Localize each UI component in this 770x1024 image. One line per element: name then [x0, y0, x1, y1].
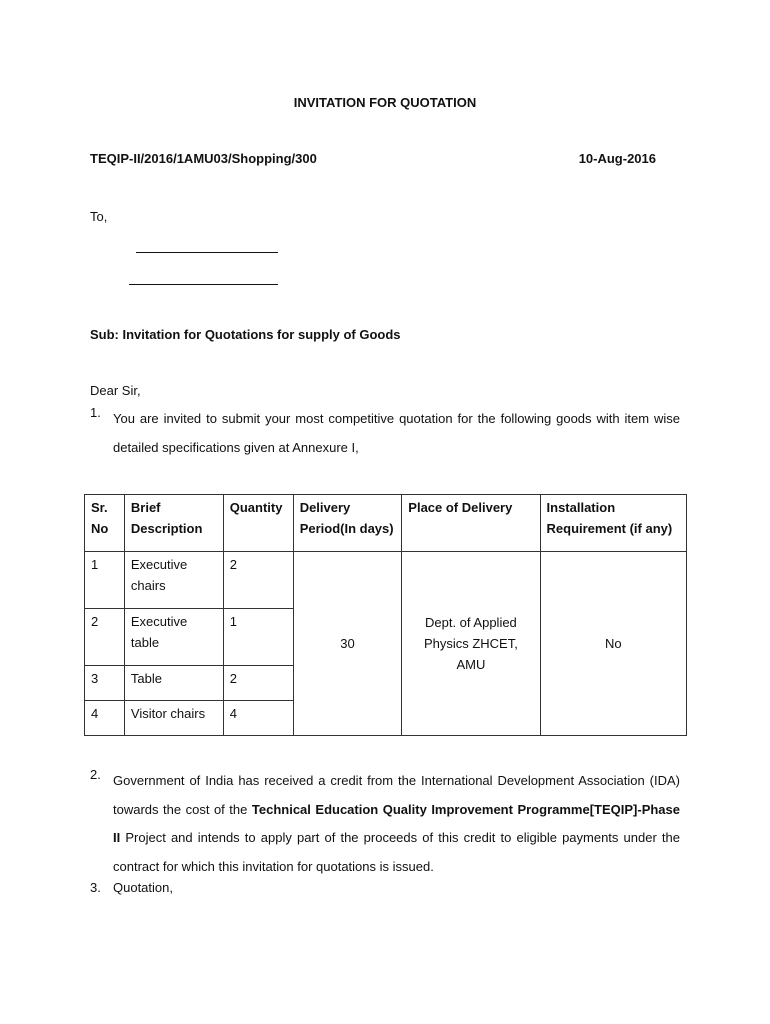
- header-quantity: Quantity: [223, 495, 293, 552]
- cell-sr: 4: [85, 701, 125, 736]
- cell-sr: 3: [85, 666, 125, 701]
- cell-description: Executive chairs: [124, 552, 223, 609]
- header-delivery-period: Delivery Period(In days): [293, 495, 402, 552]
- programme-name: Technical Education Quality Improvement Programme[TEQIP]-Phase II: [113, 801, 680, 845]
- paragraph-text-part: Project and intends to apply part of the proceeds of this credit to eligible payments under the contract for which this invitation for quotations is issued.: [113, 830, 680, 874]
- cell-delivery-period: 30: [293, 552, 402, 736]
- cell-description: Visitor chairs: [124, 701, 223, 736]
- salutation: Dear Sir,: [90, 383, 141, 398]
- cell-quantity: 4: [223, 701, 293, 736]
- address-blank-line-1: [136, 240, 278, 253]
- table-row: [85, 552, 687, 609]
- paragraph-text: [113, 767, 680, 881]
- paragraph-number: 2.: [90, 767, 101, 782]
- address-blank-line-2: [129, 272, 278, 285]
- goods-table: [84, 494, 687, 736]
- reference-number: TEQIP-II/2016/1AMU03/Shopping/300: [90, 151, 317, 166]
- cell-place-of-delivery: Dept. of Applied Physics ZHCET, AMU: [402, 552, 540, 736]
- cell-description: Table: [124, 666, 223, 701]
- cell-description: Executive table: [124, 609, 223, 666]
- document-date: 10-Aug-2016: [578, 151, 656, 166]
- paragraph-number: 1.: [90, 405, 101, 420]
- cell-sr: 1: [85, 552, 125, 609]
- paragraph-text-part: Government of India has received a credit from the International Development Association (IDA) towards the cost of the: [113, 773, 680, 817]
- addressee-label: To,: [90, 209, 108, 224]
- subject-line: Sub: Invitation for Quotations for supply of Goods: [90, 327, 401, 342]
- document-title: INVITATION FOR QUOTATION: [293, 95, 477, 110]
- cell-installation: No: [540, 552, 686, 736]
- paragraph-number: 3.: [90, 880, 101, 895]
- header-sr-no: Sr. No: [85, 495, 125, 552]
- header-installation: Installation Requirement (if any): [540, 495, 686, 552]
- cell-sr: 2: [85, 609, 125, 666]
- header-place-of-delivery: Place of Delivery: [402, 495, 540, 552]
- cell-quantity: 2: [223, 666, 293, 701]
- paragraph-text: Quotation,: [113, 880, 173, 895]
- header-description: Brief Description: [124, 495, 223, 552]
- table-header-row: [85, 495, 687, 552]
- paragraph-text: You are invited to submit your most competitive quotation for the following goods with item wise detailed specifications given at Annexure I,: [113, 411, 680, 455]
- cell-quantity: 1: [223, 609, 293, 666]
- cell-quantity: 2: [223, 552, 293, 609]
